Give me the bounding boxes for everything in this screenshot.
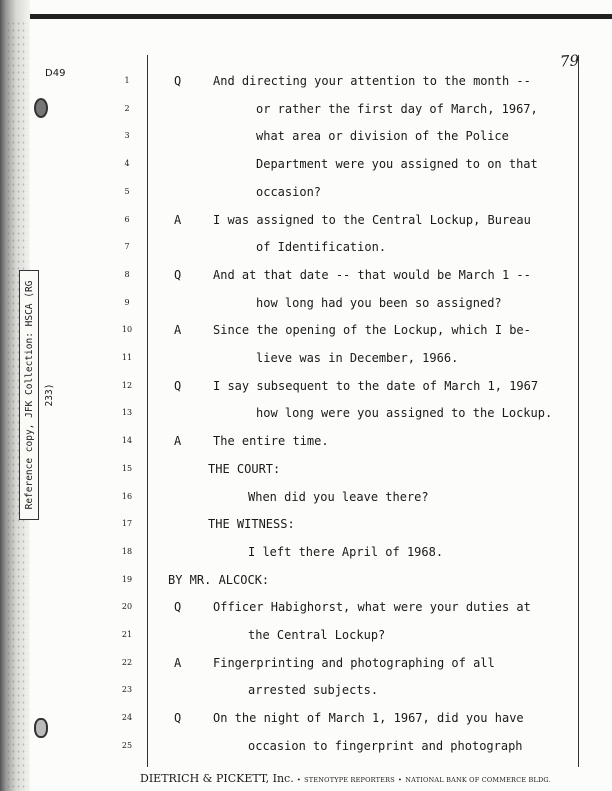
- line-number: 12: [121, 380, 133, 390]
- footer-separator-2: •: [398, 776, 403, 784]
- transcript-line: Fingerprinting and photographing of all: [213, 655, 495, 670]
- line-number: 5: [124, 186, 130, 196]
- transcript-line: The entire time.: [213, 434, 329, 449]
- line-number: 20: [121, 602, 133, 612]
- line-number: 10: [121, 325, 133, 335]
- line-number: 4: [124, 159, 130, 169]
- transcript-line: lieve was in December, 1966.: [256, 351, 459, 365]
- transcript-line: the Central Lockup?: [248, 628, 386, 642]
- speaker-mark: Q: [174, 267, 182, 282]
- line-number: 16: [121, 491, 133, 501]
- speaker-mark: Q: [174, 600, 182, 615]
- line-number: 14: [121, 436, 133, 446]
- transcript-line: how long were you assigned to the Lockup.: [256, 406, 553, 421]
- transcript-line: what area or division of the Police: [256, 129, 509, 144]
- transcript-line: THE WITNESS:: [208, 517, 295, 532]
- transcript-line: And directing your attention to the month --: [213, 74, 531, 88]
- transcript-line: occasion to fingerprint and photograph: [248, 738, 523, 753]
- transcript-line: how long had you been so assigned?: [256, 295, 502, 310]
- speaker-mark: A: [174, 212, 182, 227]
- footer-separator: •: [296, 776, 301, 784]
- line-number: 2: [124, 103, 130, 113]
- transcript-line: I was assigned to the Central Lockup, Bureau: [213, 212, 531, 227]
- transcript-line: THE COURT:: [208, 461, 281, 476]
- line-number: 22: [121, 657, 133, 667]
- left-margin-rule: [147, 55, 148, 767]
- line-number: 17: [121, 519, 133, 529]
- transcript-line: Department were you assigned to on that: [256, 157, 538, 172]
- line-number: 13: [121, 408, 133, 418]
- line-number: 1: [124, 76, 130, 85]
- footer-firm: DIETRICH & PICKETT, Inc.: [140, 772, 294, 785]
- line-number: 7: [124, 242, 130, 252]
- speaker-mark: Q: [174, 378, 182, 393]
- line-number: 6: [124, 214, 130, 224]
- transcript-line: And at that date -- that would be March 1 --: [213, 267, 531, 282]
- page-number: 79: [559, 51, 580, 71]
- transcript-line: Officer Habighorst, what were your duties at: [213, 600, 531, 615]
- footer-address: NATIONAL BANK OF COMMERCE BLDG.: [405, 776, 551, 784]
- line-number: 21: [121, 630, 133, 639]
- punch-hole-top: [34, 98, 48, 118]
- transcript-line: or rather the first day of March, 1967,: [256, 101, 538, 116]
- transcript-line: BY MR. ALCOCK:: [168, 572, 270, 587]
- speaker-mark: Q: [174, 74, 182, 88]
- transcript-line: I left there April of 1968.: [248, 544, 444, 559]
- top-scan-edge: [20, 14, 612, 19]
- line-number: 23: [121, 685, 133, 695]
- speaker-mark: Q: [174, 711, 182, 726]
- transcript-line: I say subsequent to the date of March 1, 1967: [213, 378, 539, 393]
- line-number: 3: [124, 131, 130, 141]
- footer: [140, 772, 551, 785]
- line-number: 8: [124, 269, 130, 279]
- page-code: D49: [45, 68, 66, 79]
- speaker-mark: A: [174, 655, 182, 670]
- line-number: 9: [124, 297, 130, 307]
- transcript-line: occasion?: [256, 184, 322, 199]
- transcript-line: On the night of March 1, 1967, did you have: [213, 711, 524, 726]
- line-number: 11: [121, 353, 133, 362]
- line-number: 19: [121, 574, 133, 584]
- line-number: 24: [121, 713, 133, 723]
- transcript-line: When did you leave there?: [248, 489, 429, 504]
- transcript-line: of Identification.: [256, 240, 387, 255]
- punch-hole-bottom: [34, 718, 48, 738]
- speaker-mark: A: [174, 434, 182, 449]
- speaker-mark: A: [174, 323, 182, 338]
- transcript-line: Since the opening of the Lockup, which I be-: [213, 323, 531, 338]
- right-margin-rule: [578, 55, 579, 767]
- line-number: 18: [121, 546, 133, 556]
- archive-stamp: Reference copy, JFK Collection: HSCA (RG 233): [19, 270, 39, 520]
- line-number: 15: [121, 463, 133, 473]
- footer-service: STENOTYPE REPORTERS: [304, 776, 395, 784]
- transcript-line: arrested subjects.: [248, 683, 379, 698]
- line-number: 25: [121, 740, 133, 750]
